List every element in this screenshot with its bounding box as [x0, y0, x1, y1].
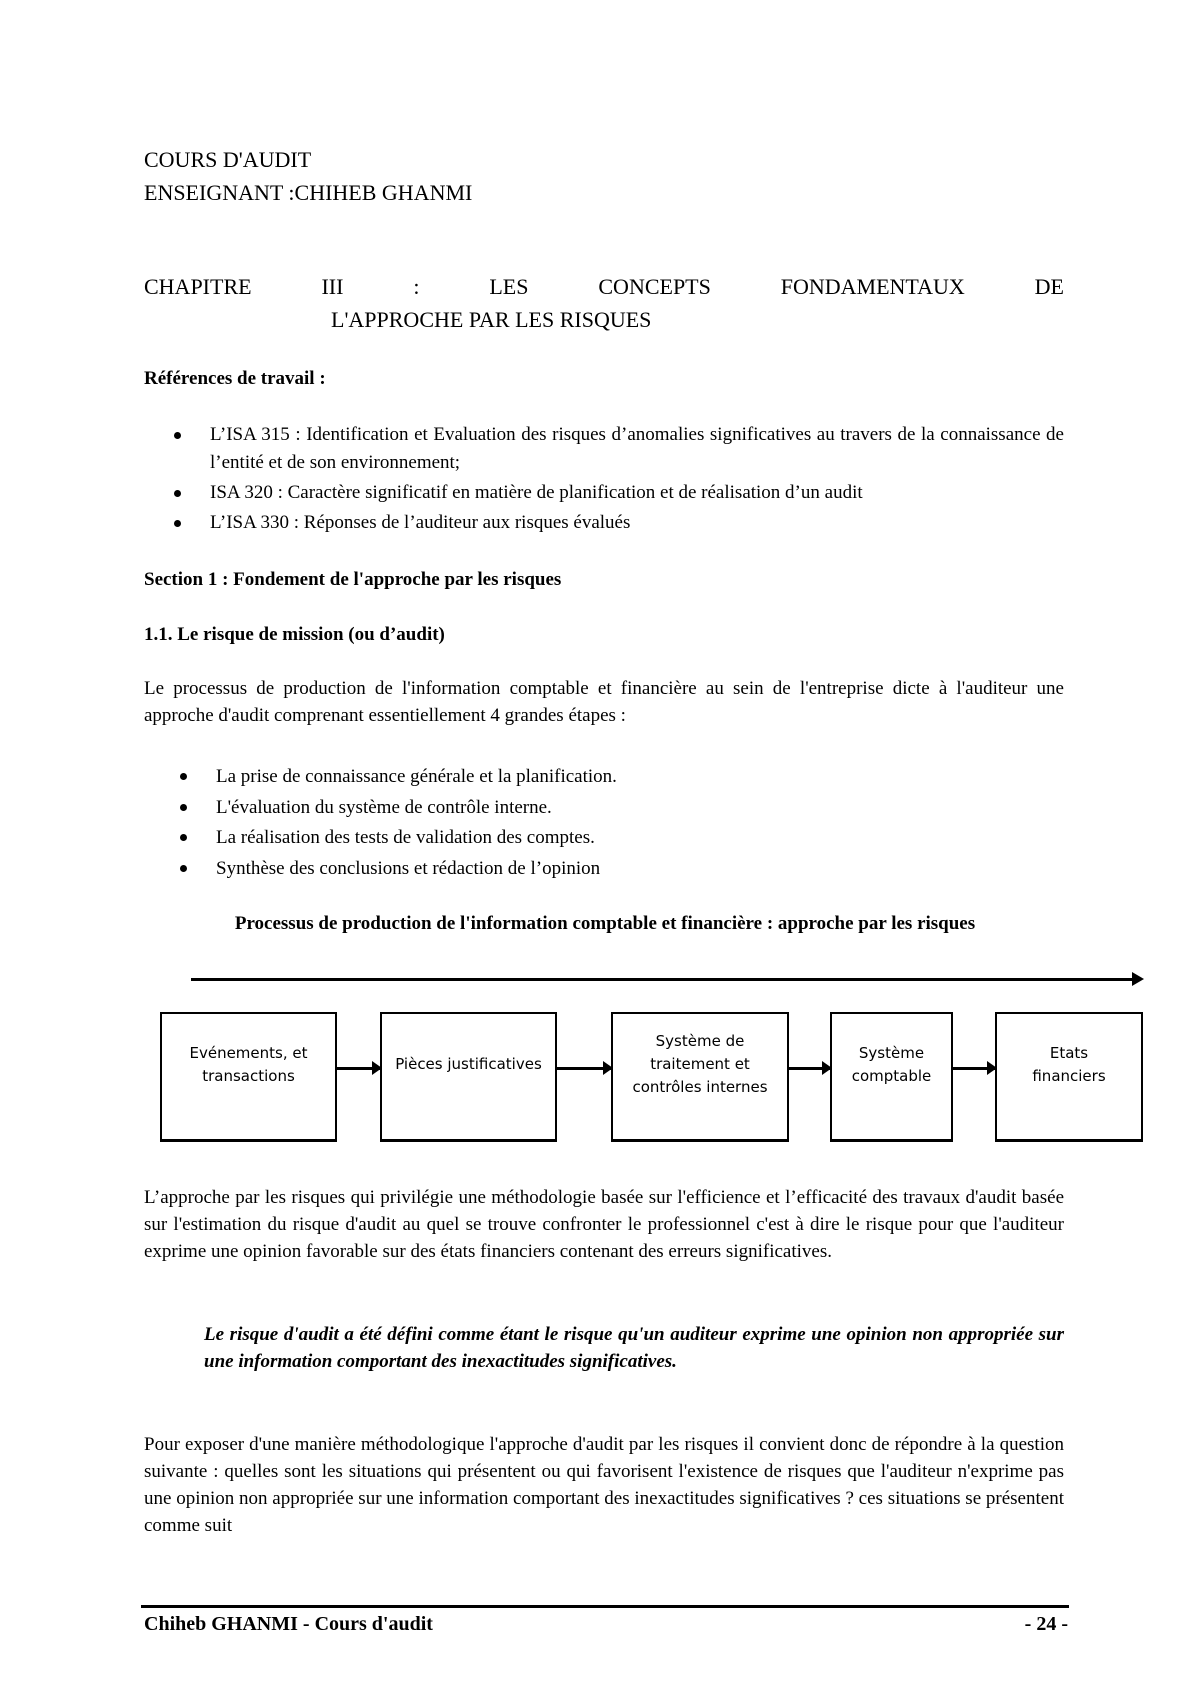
steps-list	[216, 762, 1064, 884]
process-arrow-head-icon	[1132, 972, 1144, 986]
diagram-box-processing: Système de traitement et contrôles internes	[611, 1012, 789, 1142]
subsection-heading: 1.1. Le risque de mission (ou d’audit)	[144, 624, 445, 645]
reference-item: L’ISA 330 : Réponses de l’auditeur aux risques évalués	[210, 509, 1064, 537]
risk-approach-paragraph: L’approche par les risques qui privilégie une méthodologie basée sur l'efficience et l’efficacité des travaux d'audit basée sur l'estimation du risque d'audit au quel se trouve confronter le professionnel c'est à dire le risque pour que l'auditeur exprime une opinion favorable sur des états financiers contenant des erreurs significatives.	[144, 1187, 1064, 1262]
diagram-box-events: Evénements, et transactions	[160, 1012, 337, 1142]
references-list	[210, 421, 1064, 537]
diagram-box-documents: Pièces justificatives	[380, 1012, 557, 1142]
arrow-right-icon	[953, 1067, 995, 1070]
course-title: COURS D'AUDIT	[144, 147, 312, 172]
teacher-name: ENSEIGNANT :CHIHEB GHANMI	[144, 180, 473, 205]
step-item: Synthèse des conclusions et rédaction de l’opinion	[216, 854, 1064, 885]
diagram-box-accounting: Système comptable	[830, 1012, 953, 1142]
chapter-title-line2: L'APPROCHE PAR LES RISQUES	[331, 307, 652, 332]
references-heading: Références de travail :	[144, 368, 326, 389]
step-item: La prise de connaissance générale et la planification.	[216, 762, 1064, 793]
step-item: L'évaluation du système de contrôle interne.	[216, 793, 1064, 824]
methodology-paragraph: Pour exposer d'une manière méthodologique l'approche d'audit par les risques il convient donc de répondre à la question suivante : quelles sont les situations qui présentent ou qui favorisent l'existence de risques que l'auditeur n'exprime pas une opinion non appropriée sur une information comportant des inexactitudes significatives ? ces situations se présentent comme suit	[144, 1434, 1064, 1536]
reference-item: L’ISA 315 : Identification et Evaluation des risques d’anomalies significatives au travers de la connaissance de l’entité et de son environnement;	[210, 421, 1064, 477]
page-number: - 24 -	[1024, 1613, 1068, 1635]
intro-paragraph: Le processus de production de l'information comptable et financière au sein de l'entreprise dicte à l'auditeur une approche d'audit comprenant essentiellement 4 grandes étapes :	[144, 678, 1064, 726]
chapter-title-line1: CHAPITRE III : LES CONCEPTS FONDAMENTAUX DE	[144, 274, 1064, 299]
step-item: La réalisation des tests de validation des comptes.	[216, 823, 1064, 854]
audit-risk-definition: Le risque d'audit a été défini comme étant le risque qu'un auditeur exprime une opinion non appropriée sur une information comportant des inexactitudes significatives.	[204, 1324, 1064, 1372]
reference-item: ISA 320 : Caractère significatif en matière de planification et de réalisation d’un audit	[210, 479, 1064, 507]
arrow-right-icon	[789, 1067, 830, 1070]
section-heading: Section 1 : Fondement de l'approche par les risques	[144, 569, 562, 590]
footer-divider	[141, 1605, 1069, 1608]
diagram-box-statements: Etats financiers	[995, 1012, 1143, 1142]
diagram-title: Processus de production de l'information comptable et financière : approche par les risques	[234, 913, 976, 934]
footer-author: Chiheb GHANMI - Cours d'audit	[144, 1613, 433, 1635]
process-arrow-line	[191, 978, 1136, 981]
arrow-right-icon	[557, 1067, 611, 1070]
arrow-right-icon	[337, 1067, 380, 1070]
